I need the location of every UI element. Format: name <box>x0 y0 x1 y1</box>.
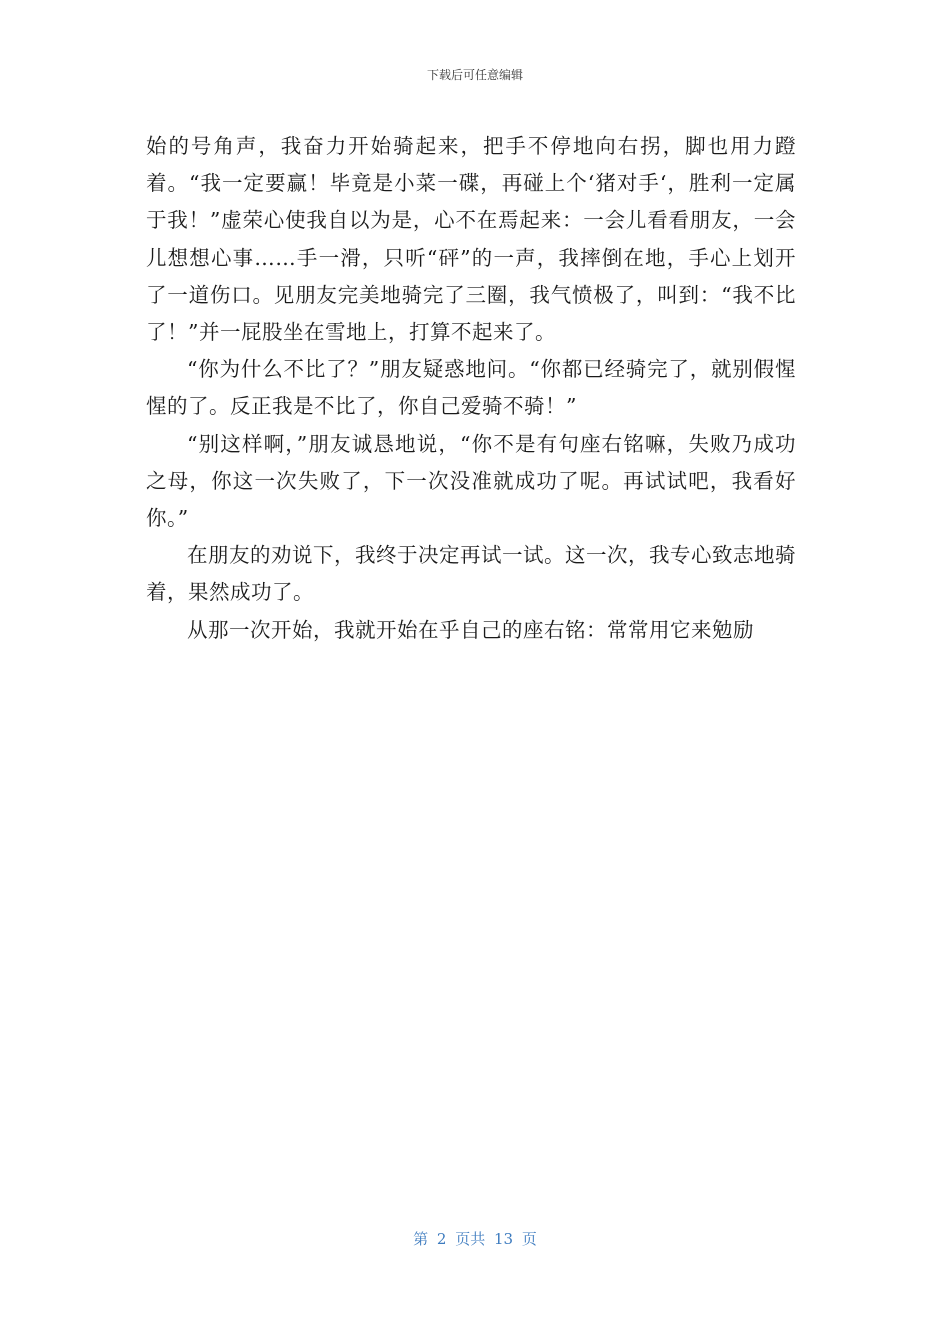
footer-total-pages: 13 <box>494 1230 514 1248</box>
document-body <box>146 128 796 649</box>
paragraph-3: “别这样啊，”朋友诚恳地说，“你不是有句座右铭嘛，失败乃成功之母，你这一次失败了，下一次没准就成功了呢。再试试吧，我看好你。” <box>146 431 796 531</box>
header-text: 下载后可任意编辑 <box>426 68 523 82</box>
footer-page-number: 2 <box>436 1230 447 1248</box>
footer-middle: 页共 <box>455 1230 486 1248</box>
paragraph-5: 从那一次开始，我就开始在乎自己的座右铭：常常用它来勉励 <box>187 617 754 642</box>
paragraph-1: 始的号角声，我奋力开始骑起来，把手不停地向右拐，脚也用力蹬着。“我一定要赢！毕竟是小菜一碟，再碰上个‘猪对手‘，胜利一定属于我！”虚荣心使我自以为是，心不在焉起来：一会儿看看朋友，一会儿想想心事……手一滑，只听“砰”的一声，我摔倒在地，手心上划开了一道伤口。见朋友完美地骑完了三圈，我气愤极了，叫到：“我不比了！”并一屁股坐在雪地上，打算不起来了。 <box>146 134 796 345</box>
paragraph-4: 在朋友的劝说下，我终于决定再试一试。这一次，我专心致志地骑着，果然成功了。 <box>146 543 796 605</box>
footer-suffix: 页 <box>521 1230 537 1248</box>
footer-prefix: 第 <box>413 1230 429 1248</box>
page-footer <box>0 1228 950 1249</box>
paragraph-2: “你为什么不比了？”朋友疑惑地问。“你都已经骑完了，就别假惺惺的了。反正我是不比了，你自己爱骑不骑！” <box>146 357 796 419</box>
page-header <box>0 66 950 83</box>
